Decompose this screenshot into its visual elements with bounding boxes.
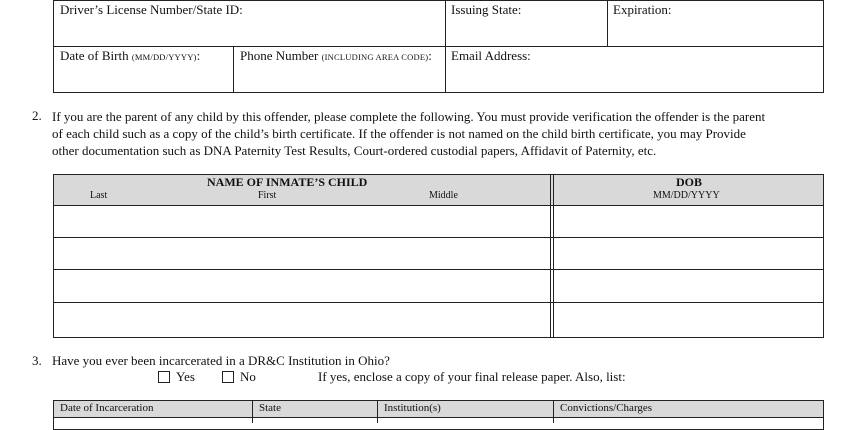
- expiration-label: Expiration:: [613, 2, 672, 17]
- dob-suffix: :: [196, 48, 201, 63]
- question-2-line-2: of each child such as a copy of the child’s birth certificate. If the offender is not named on the child birth certificate, you may Provide: [52, 126, 746, 141]
- date-of-birth-label: [60, 48, 200, 64]
- incarceration-col-divider: [252, 400, 253, 423]
- question-3-text: Have you ever been incarcerated in a DR&C Institution in Ohio?: [52, 353, 390, 368]
- yes-label: Yes: [176, 369, 195, 384]
- child-dob-header: DOB: [676, 175, 703, 189]
- child-dob-field[interactable]: [556, 239, 825, 269]
- dob-format-hint: (MM/DD/YYYY): [131, 52, 197, 62]
- child-name-field[interactable]: [56, 271, 552, 302]
- child-table-header-divider: [53, 205, 824, 206]
- child-name-field[interactable]: [56, 304, 552, 338]
- question-2-line-3: other documentation such as DNA Paternity Test Results, Court-ordered custodial papers, Affidavit of Paternity, etc.: [52, 143, 657, 158]
- incarceration-col-divider: [553, 400, 554, 423]
- child-table-row-divider: [53, 302, 824, 303]
- dob-label-text: Date of Birth: [60, 48, 129, 63]
- incarceration-institution-header: Institution(s): [384, 402, 441, 414]
- incarceration-header-divider: [53, 417, 824, 418]
- issuing-state-field[interactable]: [448, 20, 608, 46]
- yes-checkbox[interactable]: [158, 371, 170, 383]
- email-address-label: Email Address:: [451, 48, 531, 63]
- child-table-row-divider: [53, 237, 824, 238]
- drivers-license-field[interactable]: [56, 20, 446, 46]
- child-dob-field[interactable]: [556, 207, 825, 237]
- expiration-field[interactable]: [610, 20, 825, 46]
- question-3-number: 3.: [32, 353, 42, 368]
- phone-suffix: :: [428, 48, 432, 63]
- child-dob-field[interactable]: [556, 304, 825, 338]
- no-checkbox[interactable]: [222, 371, 234, 383]
- no-label: No: [240, 369, 256, 384]
- issuing-state-label: Issuing State:: [451, 2, 522, 17]
- child-middle-header: Middle: [429, 190, 458, 201]
- child-last-header: Last: [90, 190, 108, 201]
- child-table-col-divider: [553, 174, 554, 338]
- incarceration-date-header: Date of Incarceration: [60, 402, 154, 414]
- id-table-row-divider: [53, 46, 824, 47]
- phone-label-text: Phone Number: [240, 48, 319, 63]
- child-name-field[interactable]: [56, 207, 552, 237]
- incarceration-state-header: State: [259, 402, 281, 414]
- release-instruction: If yes, enclose a copy of your final release paper. Also, list:: [318, 369, 626, 384]
- email-address-field[interactable]: [448, 66, 825, 92]
- date-of-birth-field[interactable]: [56, 66, 234, 92]
- child-first-header: First: [258, 190, 277, 201]
- child-name-header: NAME OF INMATE’S CHILD: [207, 175, 368, 189]
- question-2-text: [52, 108, 832, 159]
- child-name-field[interactable]: [56, 239, 552, 269]
- incarceration-col-divider: [377, 400, 378, 423]
- phone-format-hint: (INCLUDING AREA CODE): [321, 52, 429, 62]
- question-2-line-1: If you are the parent of any child by this offender, please complete the following. You must provide verification the offender is the parent: [52, 109, 766, 124]
- drivers-license-label: Driver’s License Number/State ID:: [60, 2, 243, 17]
- child-dob-field[interactable]: [556, 271, 825, 302]
- phone-number-label: [240, 48, 432, 64]
- question-2-number: 2.: [32, 108, 42, 123]
- child-table-row-divider: [53, 269, 824, 270]
- phone-number-field[interactable]: [236, 66, 446, 92]
- incarceration-convictions-header: Convictions/Charges: [560, 402, 653, 414]
- child-dob-format: MM/DD/YYYY: [653, 190, 720, 201]
